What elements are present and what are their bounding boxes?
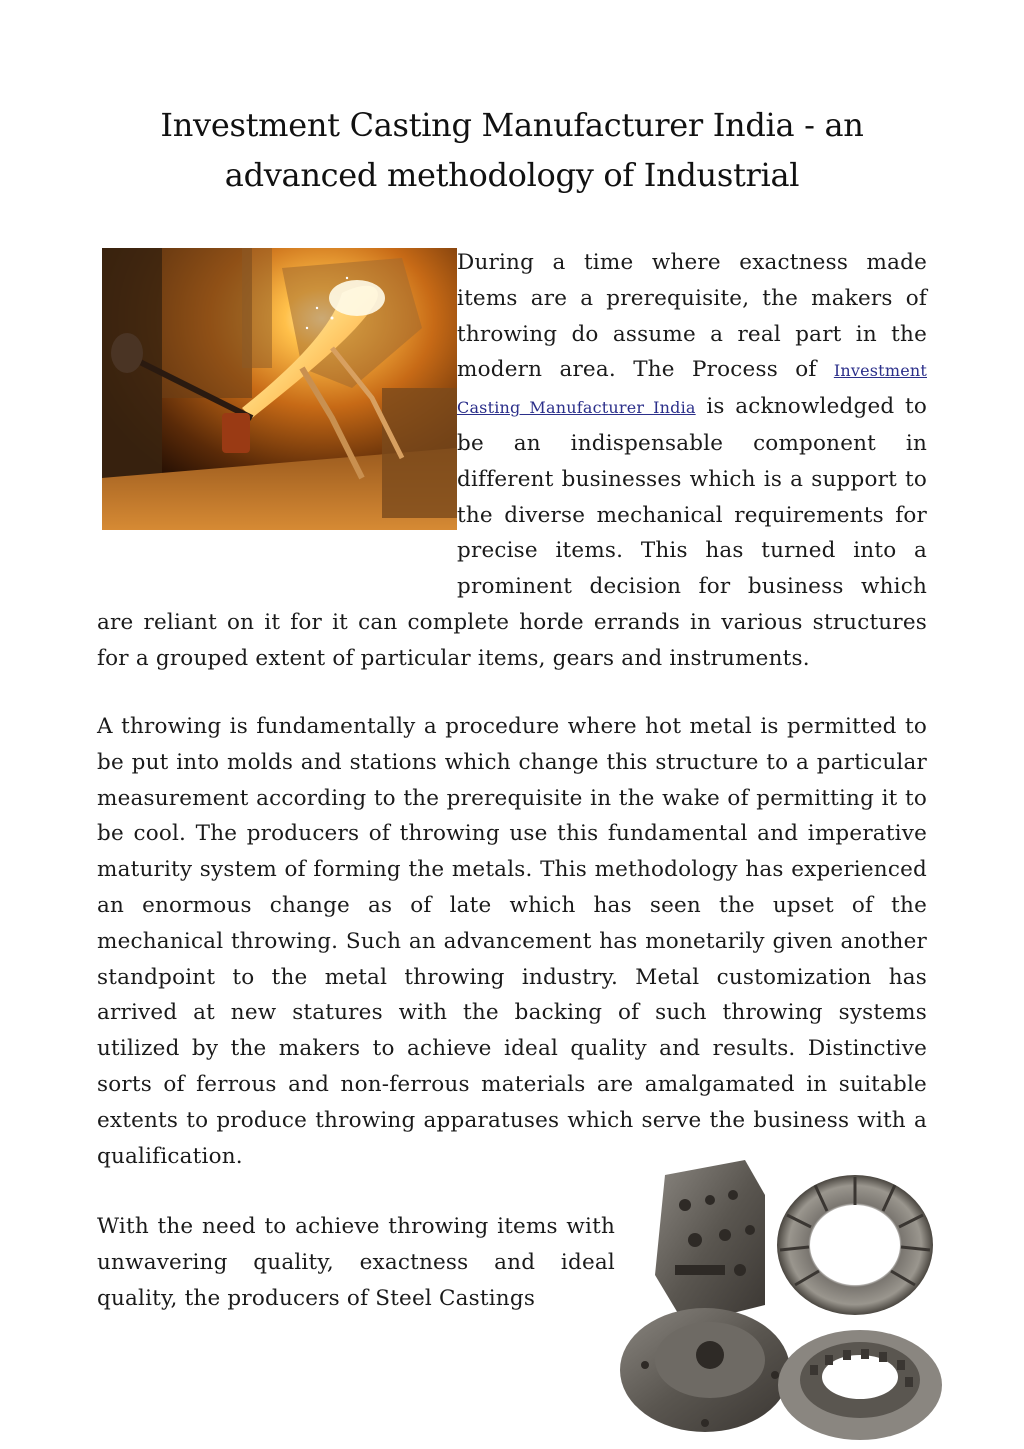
process-paragraph: A throwing is fundamentally a procedure where hot metal is permitted to be put into molds and stations which change this structure to a particular measurement according to the prerequisite in the wake of permitting it to be cool. The producers of throwing use this fundamental and imperative maturity system of forming the metals. This methodology has experienced an enormous change as of late which has seen the upset of the mechanical throwing. Such an advancement has monetarily given another standpoint to the metal throwing industry. Metal customization has arrived at new statures with the backing of such throwing systems utilized by the makers to achieve ideal quality and results. Distinctive sorts of ferrous and non-ferrous materials are amalgamated in suitable extents to produce throwing apparatuses which serve the business with a qualification. — [97, 714, 927, 1169]
metal-castings-image — [615, 1155, 945, 1449]
page-title: Investment Casting Manufacturer India - an advanced methodology of Industrial — [160, 106, 864, 194]
closing-text: With the need to achieve throwing items with unwavering quality, exactness and ideal quality, the producers of Steel Castings — [97, 1214, 615, 1311]
intro-paragraph — [97, 245, 927, 677]
image-spacer — [97, 245, 457, 575]
investment-casting-link[interactable]: Investment Casting Manufacturer India — [457, 361, 927, 418]
intro-text-before-link: During a time where exactness made items are a prerequisite, the makers of throwing do assume a real part in the modern area. The Process of — [457, 250, 927, 383]
intro-text-after-link: is acknowledged to be an indispensable component in different businesses which is a support to the diverse mechanical requirements for precise items. This has turned into a prominent decision for business which are reliant on it for it can complete horde errands in various structures for a grouped extent of particular items, gears and instruments. — [97, 394, 927, 671]
